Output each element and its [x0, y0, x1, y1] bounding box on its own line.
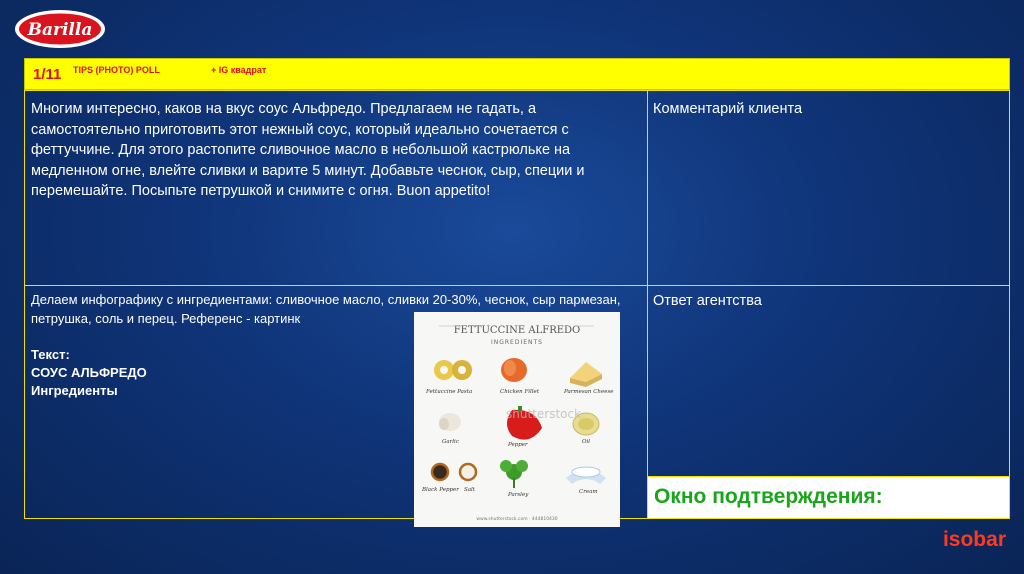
ingredient-label: Pepper	[508, 442, 528, 448]
barilla-logo	[14, 8, 106, 50]
garlic-icon	[439, 413, 461, 431]
cream-icon	[566, 467, 606, 484]
row1-body-text: Многим интересно, каков на вкус соус Альфредо. Предлагаем не гадать, а самостоятельно приготовить этот нежный соус, который идеально сочетается с феттуччине. Для этого растопите сливочное масло в небольшой кастрюльке на медленном огне, влейте сливки и варите 5 минут. Добавьте чеснок, сыр, специи и перемешайте. Посыпьте петрушкой и снимите с огня. Buon appetito!	[31, 101, 585, 199]
isobar-logo: isobar	[942, 528, 1006, 551]
ingredient-label: Black Pepper	[422, 487, 459, 493]
header-tips: TIPS (PHOTO) POLL	[73, 65, 160, 75]
parmesan-icon	[570, 362, 602, 387]
confirmation-label: Окно подтверждения:	[654, 485, 883, 508]
svg-text:Barilla: Barilla	[27, 20, 93, 40]
ingredient-label: Fettuccine Pasta	[426, 389, 473, 395]
black-pepper-icon	[432, 464, 448, 480]
ingredient-label: Oil	[582, 439, 591, 445]
text-label: Текст:	[31, 347, 70, 362]
client-comment-label: Комментарий клиента	[653, 101, 803, 117]
svg-text:www.shutterstock.com · 4448104: www.shutterstock.com · 444810430	[476, 517, 558, 522]
salt-icon	[460, 464, 476, 480]
text-subtitle: Ингредиенты	[31, 383, 118, 398]
reference-infographic-image	[414, 312, 620, 527]
ingredient-label: Garlic	[442, 439, 459, 445]
ingredient-label: Cream	[579, 489, 598, 495]
header-ig: + IG квадрат	[211, 65, 267, 75]
ingredient-label: Salt	[464, 487, 476, 493]
row2-agency-cell	[647, 285, 1010, 477]
svg-text:shutterstock: shutterstock	[506, 407, 582, 421]
svg-text:FETTUCCINE ALFREDO: FETTUCCINE ALFREDO	[453, 325, 581, 336]
confirmation-box[interactable]	[647, 476, 1010, 519]
header-row	[24, 58, 1010, 90]
ingredient-label: Parmesan Cheese	[564, 389, 614, 395]
chicken-icon	[501, 358, 527, 382]
fettuccine-icon	[434, 360, 472, 380]
ingredient-label: Chicken Fillet	[500, 389, 540, 395]
svg-text:INGREDIENTS: INGREDIENTS	[490, 339, 544, 346]
agency-answer-label: Ответ агентства	[653, 293, 762, 309]
text-title: СОУС АЛЬФРЕДО	[31, 365, 147, 380]
slide-number: 1/11	[33, 66, 62, 83]
row2-body-text: Делаем инфографику с ингредиентами: сливочное масло, сливки 20-30%, чеснок, сыр пармезан, петрушка, соль и перец. Референс - картинк	[31, 292, 621, 326]
parsley-icon	[500, 460, 528, 488]
ingredient-label: Parsley	[508, 492, 529, 498]
